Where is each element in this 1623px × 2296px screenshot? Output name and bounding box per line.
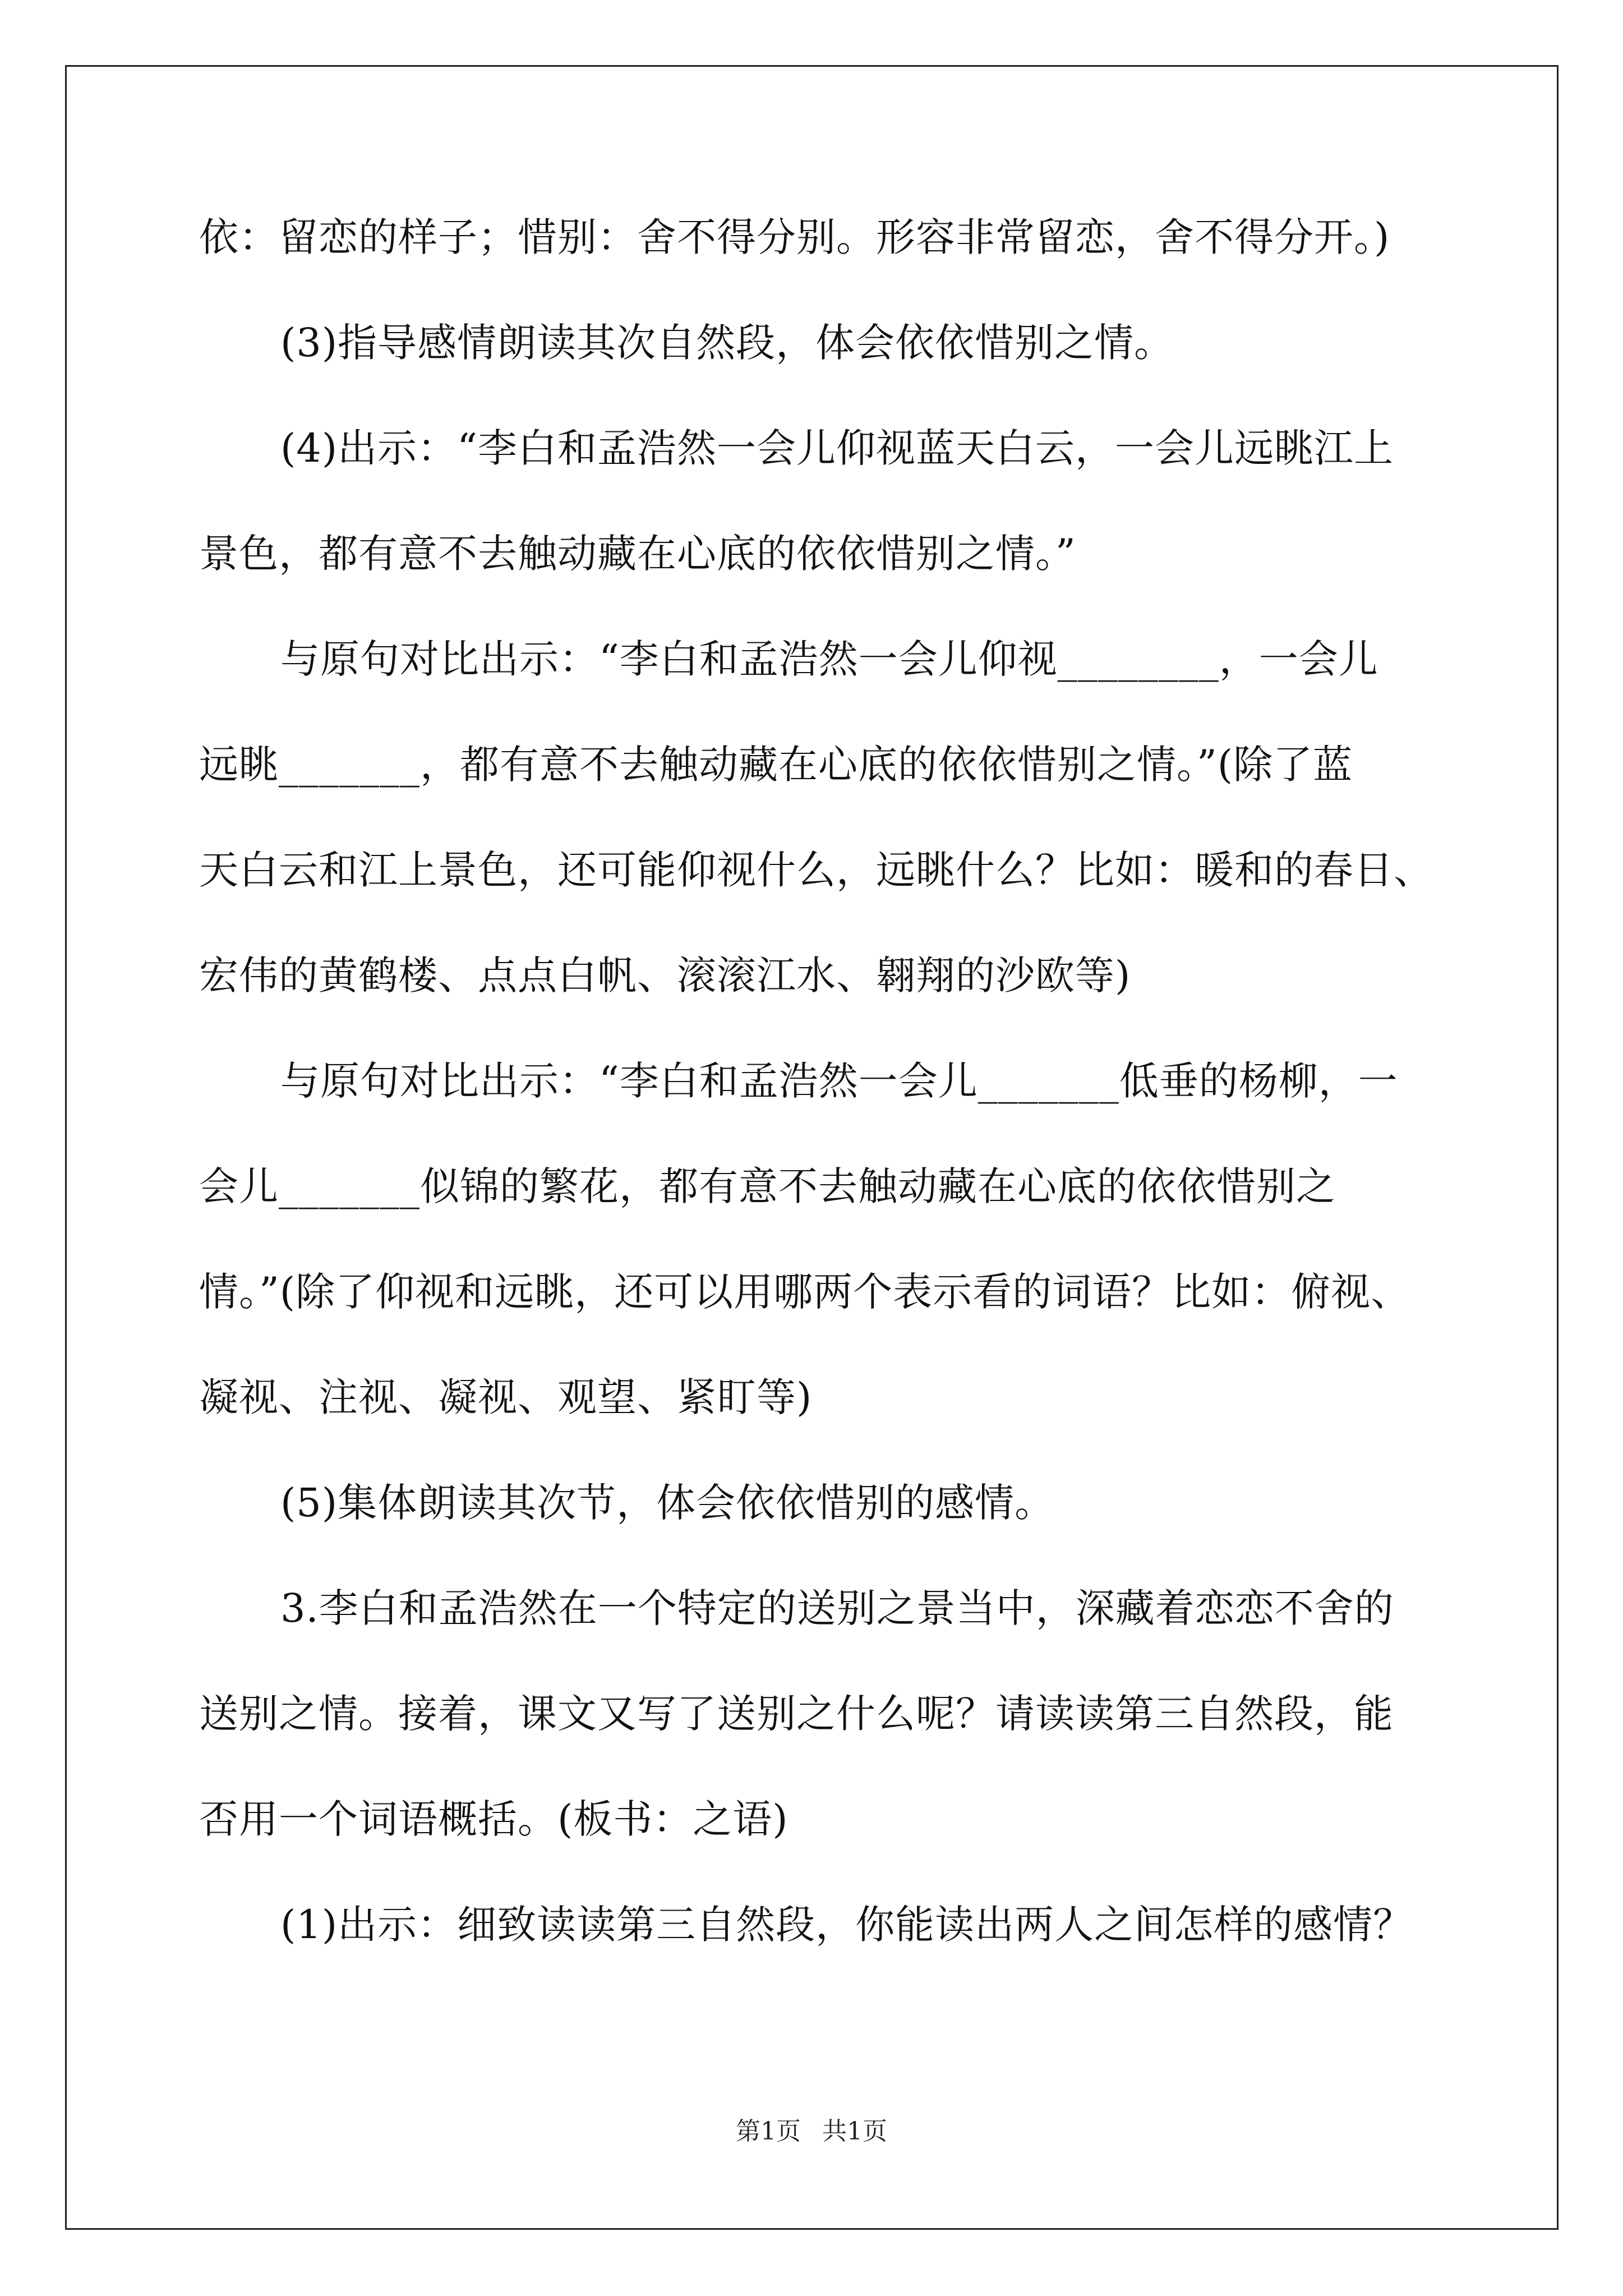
text-line: 与原句对比出示：“李白和孟浩然一会儿仰视________，一会儿 — [280, 636, 1378, 682]
text-line: (1)出示：细致读读第三自然段，你能读出两人之间怎样的感情？ — [280, 1902, 1413, 1948]
text-line: 会儿_______似锦的繁花，都有意不去触动藏在心底的依依惜别之 — [199, 1163, 1336, 1209]
text-line: 依：留恋的样子；惜别：舍不得分别。形容非常留恋，舍不得分开。) — [199, 214, 1390, 260]
text-line: (3)指导感情朗读其次自然段，体会依依惜别之情。 — [280, 320, 1174, 366]
text-line: 否用一个词语概括。(板书：之语) — [199, 1796, 789, 1842]
text-line: 情。”(除了仰视和远眺，还可以用哪两个表示看的词语？比如：俯视、 — [199, 1269, 1411, 1315]
page-footer — [0, 2115, 1623, 2148]
text-line: (4)出示：“李白和孟浩然一会儿仰视蓝天白云，一会儿远眺江上 — [280, 425, 1394, 471]
page-number-current: 第1页 — [736, 2117, 801, 2146]
text-line: 凝视、注视、凝视、观望、紧盯等) — [199, 1374, 813, 1420]
text-line: 送别之情。接着，课文又写了送别之什么呢？请读读第三自然段，能 — [199, 1691, 1394, 1737]
text-line: 3.李白和孟浩然在一个特定的送别之景当中，深藏着恋恋不舍的 — [280, 1585, 1394, 1631]
text-line: 与原句对比出示：“李白和孟浩然一会儿_______低垂的杨柳，一 — [280, 1058, 1398, 1104]
text-line: 天白云和江上景色，还可能仰视什么，远眺什么？比如：暖和的春日、 — [199, 847, 1433, 893]
text-line: 宏伟的黄鹤楼、点点白帆、滚滚江水、翱翔的沙欧等) — [199, 953, 1131, 999]
text-line: 景色，都有意不去触动藏在心底的依依惜别之情。” — [199, 531, 1076, 577]
page-number-total: 共1页 — [822, 2117, 887, 2146]
text-line: 远眺_______，都有意不去触动藏在心底的依依惜别之情。”(除了蓝 — [199, 742, 1353, 788]
text-line: (5)集体朗读其次节，体会依依惜别的感情。 — [280, 1480, 1055, 1526]
